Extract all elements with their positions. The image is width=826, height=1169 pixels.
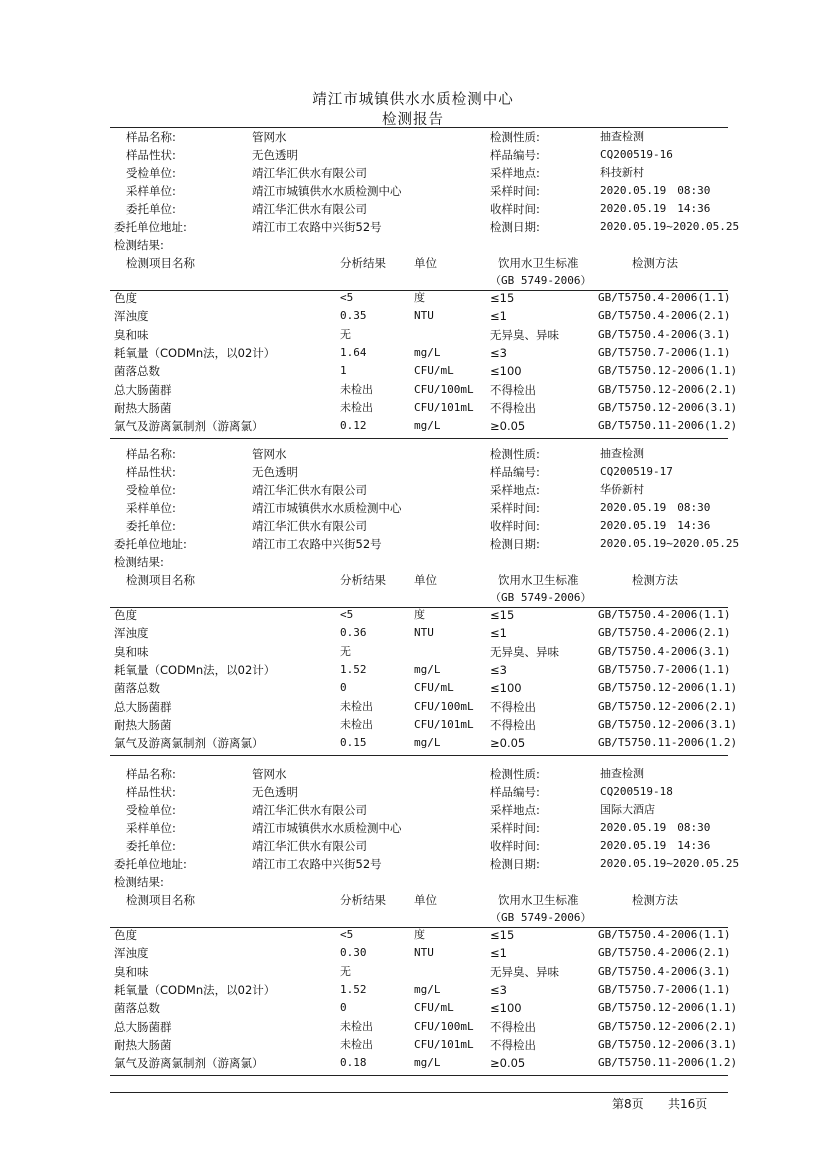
meta-label-sampling-unit: 采样单位: xyxy=(126,184,176,198)
section-end-rule xyxy=(110,755,728,756)
row-item-name: 浑浊度 xyxy=(114,626,149,641)
row-item-name: 总大肠菌群 xyxy=(114,699,172,714)
row-item-name: 总大肠菌群 xyxy=(114,382,172,397)
row-method: GB/T5750.11-2006(1.2) xyxy=(598,736,738,750)
meta-value-sample-no: CQ200519-18 xyxy=(600,785,673,798)
column-header-result: 分析结果 xyxy=(340,573,386,587)
row-unit: CFU/101mL xyxy=(414,717,474,731)
row-item-name: 耗氧量（CODMn法，以02计） xyxy=(114,982,276,997)
footer-rule xyxy=(110,1092,728,1093)
column-header-unit: 单位 xyxy=(414,893,437,907)
row-standard: ≤1 xyxy=(490,309,507,324)
row-method: GB/T5750.12-2006(3.1) xyxy=(598,1037,738,1051)
row-item-name: 耐热大肠菌 xyxy=(114,400,172,415)
meta-label-sample-name: 样品名称: xyxy=(126,767,176,781)
row-result: 未检出 xyxy=(340,1019,373,1033)
meta-label-sample-property: 样品性状: xyxy=(126,148,176,162)
row-method: GB/T5750.12-2006(2.1) xyxy=(598,382,738,396)
column-header-standard-ref: （GB 5749-2006） xyxy=(490,591,592,604)
row-result: 0 xyxy=(340,1001,347,1015)
row-item-name: 氯气及游离氯制剂（游离氯） xyxy=(114,736,264,751)
row-unit: CFU/mL xyxy=(414,1001,454,1015)
meta-label-receipt-time: 收样时间: xyxy=(490,839,540,853)
row-item-name: 色度 xyxy=(114,608,137,622)
meta-value-sample-property: 无色透明 xyxy=(252,148,298,162)
row-result: 1.52 xyxy=(340,662,367,676)
meta-value-client-unit: 靖江华汇供水有限公司 xyxy=(252,202,367,216)
row-result: 未检出 xyxy=(340,1037,373,1051)
meta-value-sampling-time: 2020.05.19 08:30 xyxy=(600,184,711,197)
row-standard: ≤15 xyxy=(490,291,515,305)
row-standard: ≤15 xyxy=(490,608,515,622)
row-standard: ≤100 xyxy=(490,364,522,379)
meta-value-client-unit: 靖江华汇供水有限公司 xyxy=(252,519,367,533)
meta-label-sample-no: 样品编号: xyxy=(490,148,540,162)
row-standard: ≥0.05 xyxy=(490,1056,526,1071)
meta-label-sample-name: 样品名称: xyxy=(126,130,176,144)
row-item-name: 臭和味 xyxy=(114,964,149,979)
meta-value-test-date: 2020.05.19~2020.05.25 xyxy=(600,220,740,233)
row-method: GB/T5750.12-2006(3.1) xyxy=(598,717,738,731)
meta-label-sampling-site: 采样地点: xyxy=(490,166,540,180)
meta-label-sampling-time: 采样时间: xyxy=(490,821,540,835)
row-unit: CFU/100mL xyxy=(414,1019,474,1033)
meta-label-test-nature: 检测性质: xyxy=(490,130,540,144)
meta-value-sample-name: 管网水 xyxy=(252,447,287,461)
row-item-name: 菌落总数 xyxy=(114,681,160,696)
meta-label-sampling-unit: 采样单位: xyxy=(126,821,176,835)
row-unit: mg/L xyxy=(414,982,441,996)
row-result: 1.64 xyxy=(340,345,367,359)
row-result: 未检出 xyxy=(340,382,373,396)
column-header-result: 分析结果 xyxy=(340,256,386,270)
column-header-method: 检测方法 xyxy=(632,256,678,270)
meta-label-sampling-site: 采样地点: xyxy=(490,483,540,497)
meta-label-sample-no: 样品编号: xyxy=(490,465,540,479)
row-standard: ≤1 xyxy=(490,626,507,641)
row-method: GB/T5750.7-2006(1.1) xyxy=(598,662,731,676)
row-result: <5 xyxy=(340,608,354,621)
row-method: GB/T5750.12-2006(2.1) xyxy=(598,699,738,713)
row-standard: ≤100 xyxy=(490,681,522,696)
column-header-item: 检测项目名称 xyxy=(126,893,195,907)
row-standard: ≤3 xyxy=(490,662,507,677)
row-unit: mg/L xyxy=(414,345,441,359)
row-unit: mg/L xyxy=(414,736,441,750)
meta-value-sampling-time: 2020.05.19 08:30 xyxy=(600,501,711,514)
row-result: 0.18 xyxy=(340,1056,367,1070)
row-result: 0.36 xyxy=(340,626,367,640)
section-end-rule xyxy=(110,438,728,439)
meta-value-receipt-time: 2020.05.19 14:36 xyxy=(600,202,711,215)
row-unit: 度 xyxy=(414,291,425,304)
meta-value-client-address: 靖江市工农路中兴街52号 xyxy=(252,537,382,551)
meta-value-sample-property: 无色透明 xyxy=(252,465,298,479)
row-item-name: 耗氧量（CODMn法，以02计） xyxy=(114,662,276,677)
meta-value-sample-name: 管网水 xyxy=(252,767,287,781)
row-item-name: 氯气及游离氯制剂（游离氯） xyxy=(114,1056,264,1071)
meta-label-inspected-unit: 受检单位: xyxy=(126,803,176,817)
row-method: GB/T5750.7-2006(1.1) xyxy=(598,345,731,359)
meta-label-sampling-unit: 采样单位: xyxy=(126,501,176,515)
meta-label-sample-property: 样品性状: xyxy=(126,785,176,799)
row-standard: ≥0.05 xyxy=(490,736,526,751)
meta-label-sample-name: 样品名称: xyxy=(126,447,176,461)
row-standard: 无异臭、异味 xyxy=(490,327,559,342)
row-method: GB/T5750.4-2006(2.1) xyxy=(598,626,731,640)
row-result: 0 xyxy=(340,681,347,695)
row-unit: CFU/100mL xyxy=(414,699,474,713)
meta-value-sampling-unit: 靖江市城镇供水水质检测中心 xyxy=(252,821,402,835)
meta-value-sampling-time: 2020.05.19 08:30 xyxy=(600,821,711,834)
meta-label-test-date: 检测日期: xyxy=(490,220,540,234)
meta-value-sampling-site: 华侨新村 xyxy=(600,483,644,496)
column-header-standard: 饮用水卫生标准 xyxy=(498,256,579,270)
row-unit: 度 xyxy=(414,608,425,621)
meta-value-sampling-unit: 靖江市城镇供水水质检测中心 xyxy=(252,184,402,198)
column-header-standard: 饮用水卫生标准 xyxy=(498,893,579,907)
row-unit: 度 xyxy=(414,928,425,941)
meta-label-test-nature: 检测性质: xyxy=(490,767,540,781)
column-header-result: 分析结果 xyxy=(340,893,386,907)
row-item-name: 耐热大肠菌 xyxy=(114,1037,172,1052)
column-header-item: 检测项目名称 xyxy=(126,573,195,587)
page-number: 第8页 xyxy=(612,1097,644,1111)
row-method: GB/T5750.12-2006(1.1) xyxy=(598,681,738,695)
row-unit: NTU xyxy=(414,946,434,960)
row-standard: 不得检出 xyxy=(490,1019,536,1034)
row-result: 未检出 xyxy=(340,699,373,713)
meta-label-client-address: 委托单位地址: xyxy=(114,537,187,551)
row-standard: 无异臭、异味 xyxy=(490,644,559,659)
results-heading: 检测结果: xyxy=(114,555,164,569)
meta-value-test-date: 2020.05.19~2020.05.25 xyxy=(600,537,740,550)
row-standard: 不得检出 xyxy=(490,400,536,415)
column-header-standard-ref: （GB 5749-2006） xyxy=(490,274,592,287)
row-method: GB/T5750.4-2006(3.1) xyxy=(598,964,731,978)
meta-label-client-unit: 委托单位: xyxy=(126,839,176,853)
row-result: 1 xyxy=(340,364,347,378)
row-item-name: 色度 xyxy=(114,928,137,942)
row-standard: ≥0.05 xyxy=(490,419,526,434)
meta-value-sampling-unit: 靖江市城镇供水水质检测中心 xyxy=(252,501,402,515)
meta-value-test-nature: 抽查检测 xyxy=(600,767,644,780)
meta-value-client-unit: 靖江华汇供水有限公司 xyxy=(252,839,367,853)
section-end-rule xyxy=(110,1075,728,1076)
row-item-name: 臭和味 xyxy=(114,327,149,342)
row-standard: ≤100 xyxy=(490,1001,522,1016)
meta-label-receipt-time: 收样时间: xyxy=(490,519,540,533)
row-item-name: 菌落总数 xyxy=(114,364,160,379)
row-unit: CFU/101mL xyxy=(414,1037,474,1051)
row-result: 0.35 xyxy=(340,309,367,323)
meta-label-test-date: 检测日期: xyxy=(490,857,540,871)
row-result: 0.15 xyxy=(340,736,367,750)
row-result: 无 xyxy=(340,964,351,978)
meta-label-sample-property: 样品性状: xyxy=(126,465,176,479)
meta-value-test-nature: 抽查检测 xyxy=(600,447,644,460)
meta-value-sample-property: 无色透明 xyxy=(252,785,298,799)
results-heading: 检测结果: xyxy=(114,875,164,889)
row-standard: 无异臭、异味 xyxy=(490,964,559,979)
meta-value-receipt-time: 2020.05.19 14:36 xyxy=(600,839,711,852)
row-unit: mg/L xyxy=(414,419,441,433)
row-item-name: 耗氧量（CODMn法，以02计） xyxy=(114,345,276,360)
row-method: GB/T5750.11-2006(1.2) xyxy=(598,419,738,433)
report-title: 靖江市城镇供水水质检测中心 xyxy=(312,92,514,108)
row-item-name: 菌落总数 xyxy=(114,1001,160,1016)
row-method: GB/T5750.4-2006(1.1) xyxy=(598,291,731,304)
column-header-method: 检测方法 xyxy=(632,893,678,907)
row-method: GB/T5750.4-2006(3.1) xyxy=(598,644,731,658)
row-method: GB/T5750.4-2006(3.1) xyxy=(598,327,731,341)
meta-label-inspected-unit: 受检单位: xyxy=(126,166,176,180)
row-unit: CFU/mL xyxy=(414,364,454,378)
row-standard: ≤3 xyxy=(490,982,507,997)
meta-label-receipt-time: 收样时间: xyxy=(490,202,540,216)
row-result: 未检出 xyxy=(340,400,373,414)
meta-label-client-address: 委托单位地址: xyxy=(114,857,187,871)
meta-label-sampling-site: 采样地点: xyxy=(490,803,540,817)
meta-label-sampling-time: 采样时间: xyxy=(490,501,540,515)
row-item-name: 耐热大肠菌 xyxy=(114,717,172,732)
row-unit: NTU xyxy=(414,309,434,323)
row-standard: 不得检出 xyxy=(490,717,536,732)
results-heading: 检测结果: xyxy=(114,238,164,252)
row-method: GB/T5750.12-2006(2.1) xyxy=(598,1019,738,1033)
row-method: GB/T5750.7-2006(1.1) xyxy=(598,982,731,996)
meta-value-sampling-site: 国际大酒店 xyxy=(600,803,655,816)
row-standard: ≤3 xyxy=(490,345,507,360)
meta-value-client-address: 靖江市工农路中兴街52号 xyxy=(252,220,382,234)
row-method: GB/T5750.12-2006(3.1) xyxy=(598,400,738,414)
row-standard: 不得检出 xyxy=(490,382,536,397)
meta-value-inspected-unit: 靖江华汇供水有限公司 xyxy=(252,803,367,817)
row-method: GB/T5750.12-2006(1.1) xyxy=(598,364,738,378)
meta-value-receipt-time: 2020.05.19 14:36 xyxy=(600,519,711,532)
row-method: GB/T5750.4-2006(1.1) xyxy=(598,608,731,621)
meta-value-inspected-unit: 靖江华汇供水有限公司 xyxy=(252,483,367,497)
meta-label-client-address: 委托单位地址: xyxy=(114,220,187,234)
meta-label-sample-no: 样品编号: xyxy=(490,785,540,799)
row-method: GB/T5750.11-2006(1.2) xyxy=(598,1056,738,1070)
column-header-unit: 单位 xyxy=(414,573,437,587)
meta-value-sample-no: CQ200519-16 xyxy=(600,148,673,161)
column-header-standard-ref: （GB 5749-2006） xyxy=(490,911,592,924)
row-standard: ≤15 xyxy=(490,928,515,942)
row-item-name: 臭和味 xyxy=(114,644,149,659)
row-method: GB/T5750.4-2006(1.1) xyxy=(598,928,731,941)
meta-label-client-unit: 委托单位: xyxy=(126,202,176,216)
header-rule xyxy=(110,127,728,128)
meta-label-sampling-time: 采样时间: xyxy=(490,184,540,198)
row-result: 0.30 xyxy=(340,946,367,960)
meta-label-test-date: 检测日期: xyxy=(490,537,540,551)
column-header-method: 检测方法 xyxy=(632,573,678,587)
row-unit: mg/L xyxy=(414,662,441,676)
row-result: 未检出 xyxy=(340,717,373,731)
row-item-name: 色度 xyxy=(114,291,137,305)
meta-value-test-nature: 抽查检测 xyxy=(600,130,644,143)
meta-value-sampling-site: 科技新村 xyxy=(600,166,644,179)
meta-label-inspected-unit: 受检单位: xyxy=(126,483,176,497)
row-item-name: 浑浊度 xyxy=(114,946,149,961)
report-subtitle: 检测报告 xyxy=(382,112,444,128)
row-item-name: 总大肠菌群 xyxy=(114,1019,172,1034)
row-result: 无 xyxy=(340,644,351,658)
row-unit: NTU xyxy=(414,626,434,640)
row-unit: CFU/100mL xyxy=(414,382,474,396)
column-header-standard: 饮用水卫生标准 xyxy=(498,573,579,587)
row-standard: 不得检出 xyxy=(490,699,536,714)
row-method: GB/T5750.12-2006(1.1) xyxy=(598,1001,738,1015)
row-unit: mg/L xyxy=(414,1056,441,1070)
meta-value-sample-no: CQ200519-17 xyxy=(600,465,673,478)
row-result: 0.12 xyxy=(340,419,367,433)
page-total: 共16页 xyxy=(668,1097,708,1111)
row-result: <5 xyxy=(340,291,354,304)
meta-value-inspected-unit: 靖江华汇供水有限公司 xyxy=(252,166,367,180)
row-result: 1.52 xyxy=(340,982,367,996)
row-item-name: 浑浊度 xyxy=(114,309,149,324)
meta-label-client-unit: 委托单位: xyxy=(126,519,176,533)
row-result: <5 xyxy=(340,928,354,941)
row-unit: CFU/mL xyxy=(414,681,454,695)
row-unit: CFU/101mL xyxy=(414,400,474,414)
row-method: GB/T5750.4-2006(2.1) xyxy=(598,946,731,960)
meta-label-test-nature: 检测性质: xyxy=(490,447,540,461)
row-standard: ≤1 xyxy=(490,946,507,961)
row-result: 无 xyxy=(340,327,351,341)
meta-value-sample-name: 管网水 xyxy=(252,130,287,144)
row-method: GB/T5750.4-2006(2.1) xyxy=(598,309,731,323)
row-item-name: 氯气及游离氯制剂（游离氯） xyxy=(114,419,264,434)
meta-value-client-address: 靖江市工农路中兴街52号 xyxy=(252,857,382,871)
column-header-item: 检测项目名称 xyxy=(126,256,195,270)
row-standard: 不得检出 xyxy=(490,1037,536,1052)
column-header-unit: 单位 xyxy=(414,256,437,270)
meta-value-test-date: 2020.05.19~2020.05.25 xyxy=(600,857,740,870)
